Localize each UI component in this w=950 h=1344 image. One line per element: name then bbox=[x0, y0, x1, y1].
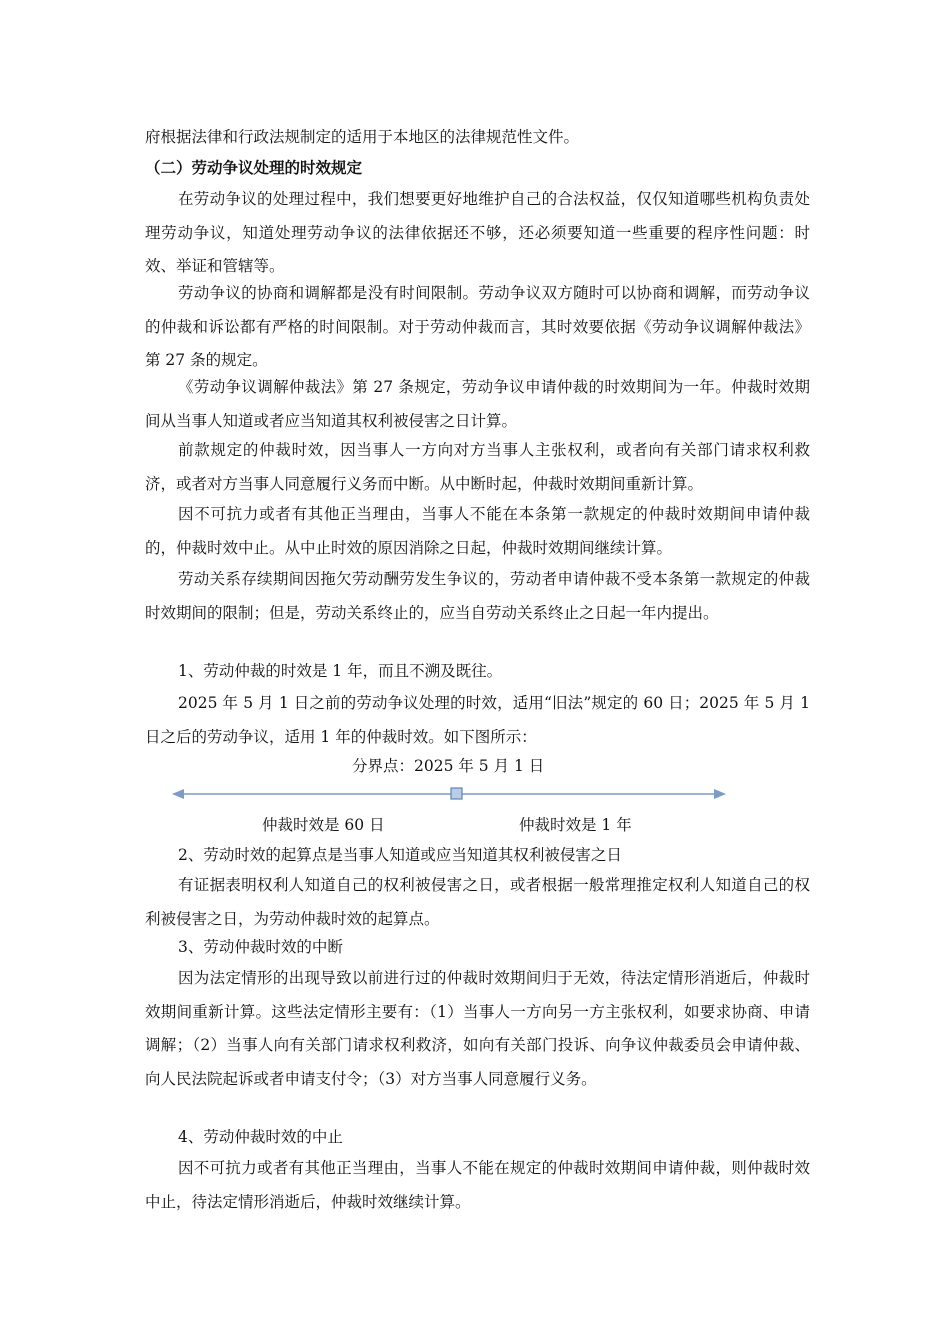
item-2-body: 有证据表明权利人知道自己的权利被侵害之日，或者根据一般常理推定权利人知道自己的权利被侵害之日，为劳动仲裁时效的起算点。 bbox=[145, 876, 810, 928]
item-1-title: 1、劳动仲裁的时效是 1 年，而且不溯及既往。 bbox=[178, 662, 503, 680]
paragraph-interruption: 前款规定的仲裁时效，因当事人一方向对方当事人主张权利，或者向有关部门请求权利救济，或者对方当事人同意履行义务而中断。从中断时起，仲裁时效期间重新计算。 bbox=[145, 441, 810, 493]
timeline-right-label: 仲裁时效是 1 年 bbox=[519, 816, 632, 834]
item-4-title: 4、劳动仲裁时效的中止 bbox=[178, 1128, 343, 1146]
item-2-title: 2、劳动时效的起算点是当事人知道或应当知道其权利被侵害之日 bbox=[178, 846, 622, 864]
paragraph-suspension: 因不可抗力或者有其他正当理由，当事人不能在本条第一款规定的仲裁时效期间申请仲裁的，仲裁时效中止。从中止时效的原因消除之日起，仲裁时效期间继续计算。 bbox=[145, 505, 810, 557]
paragraph-intro: 在劳动争议的处理过程中，我们想要更好地维护自己的合法权益，仅仅知道哪些机构负责处理劳动争议，知道处理劳动争议的法律依据还不够，还必须要知道一些重要的程序性问题：时效、举证和管辖等。 bbox=[145, 190, 810, 275]
paragraph-negotiation: 劳动争议的协商和调解都是没有时间限制。劳动争议双方随时可以协商和调解，而劳动争议的仲裁和诉讼都有严格的时间限制。对于劳动仲裁而言，其时效要依据《劳动争议调解仲裁法》第 27 条的规定。 bbox=[145, 284, 810, 369]
item-1-body: 2025 年 5 月 1 日之前的劳动争议处理的时效，适用“旧法”规定的 60 日；2025 年 5 月 1 日之后的劳动争议，适用 1 年的仲裁时效。如下图所示： bbox=[145, 694, 810, 746]
timeline-divider-label: 分界点：2025 年 5 月 1 日 bbox=[352, 757, 545, 775]
timeline-left-label: 仲裁时效是 60 日 bbox=[262, 816, 385, 834]
item-4-body: 因不可抗力或者有其他正当理由，当事人不能在规定的仲裁时效期间申请仲裁，则仲裁时效中止，待法定情形消逝后，仲裁时效继续计算。 bbox=[145, 1159, 810, 1211]
paragraph-unpaid-wages: 劳动关系存续期间因拖欠劳动酬劳发生争议的，劳动者申请仲裁不受本条第一款规定的仲裁时效期间的限制；但是，劳动关系终止的，应当自劳动关系终止之日起一年内提出。 bbox=[145, 570, 810, 622]
timeline-divider-marker bbox=[451, 788, 462, 799]
item-3-title: 3、劳动仲裁时效的中断 bbox=[178, 938, 343, 956]
timeline-arrow bbox=[170, 780, 730, 810]
section-heading: （二）劳动争议处理的时效规定 bbox=[145, 158, 363, 177]
paragraph-continuation: 府根据法律和行政法规制定的适用于本地区的法律规范性文件。 bbox=[145, 128, 580, 146]
item-3-body: 因为法定情形的出现导致以前进行过的仲裁时效期间归于无效，待法定情形消逝后，仲裁时效期间重新计算。这些法定情形主要有：（1）当事人一方向另一方主张权利，如要求协商、申请调解；（2）当事人向有关部门请求权利救济，如向有关部门投诉、向争议仲裁委员会申请仲裁、向人民法院起诉或者申请支付令；（3）对方当事人同意履行义务。 bbox=[145, 969, 810, 1088]
timeline-right-arrowhead bbox=[714, 789, 726, 799]
paragraph-article-27: 《劳动争议调解仲裁法》第 27 条规定，劳动争议申请仲裁的时效期间为一年。仲裁时效期间从当事人知道或者应当知道其权利被侵害之日计算。 bbox=[145, 378, 810, 430]
timeline-left-arrowhead bbox=[172, 789, 184, 799]
